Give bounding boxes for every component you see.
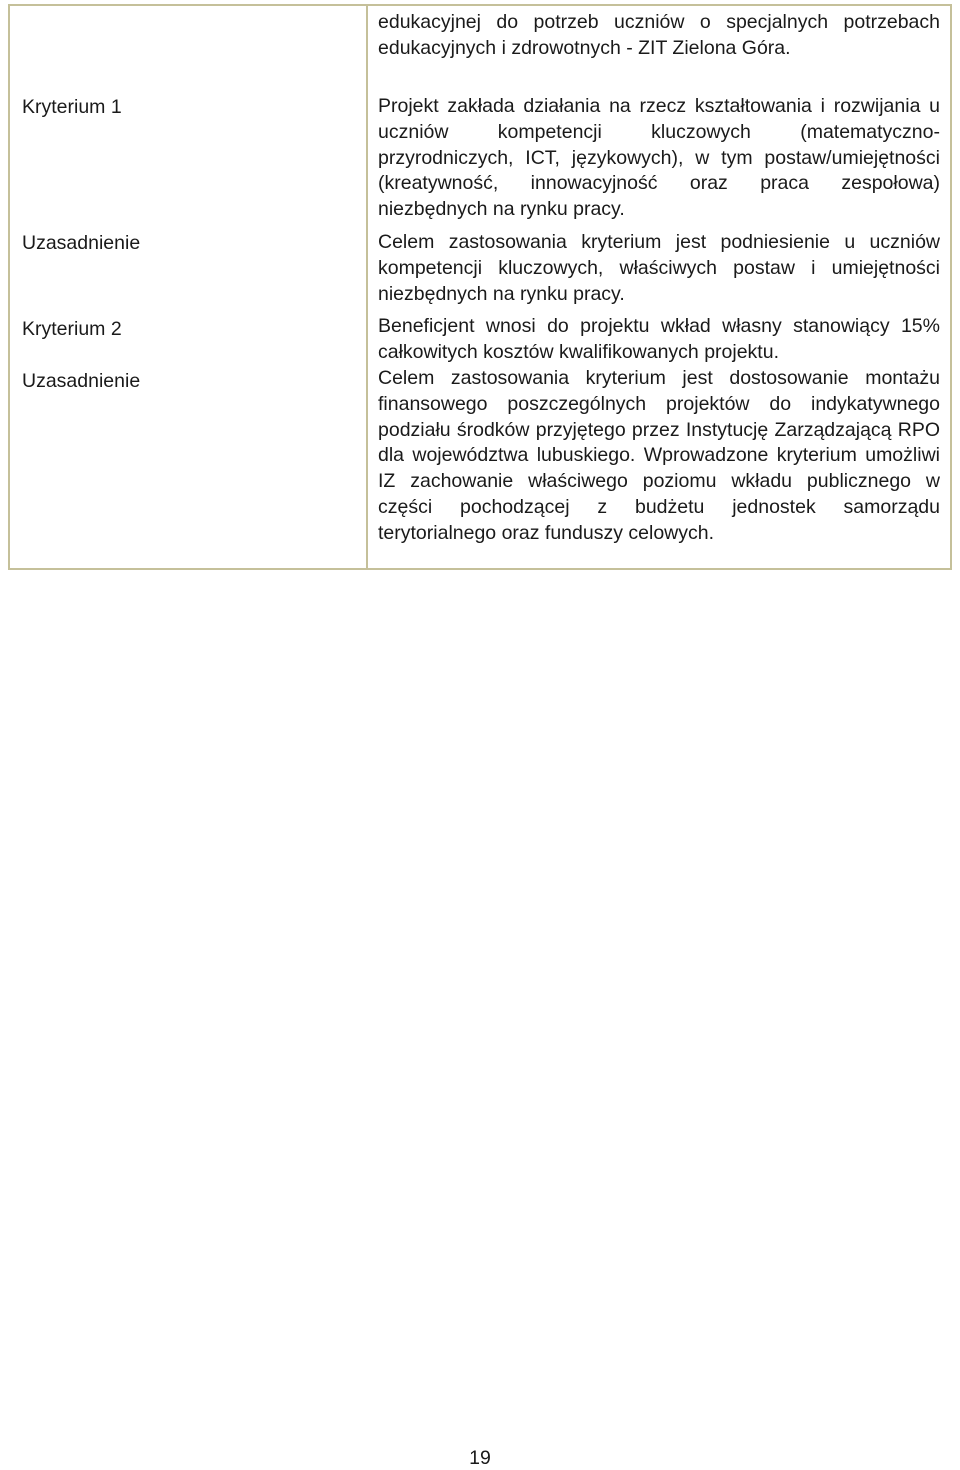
justification-1-label: Uzasadnienie xyxy=(22,232,141,254)
criterion-2-label: Kryterium 2 xyxy=(22,318,122,340)
criterion-2-text: Beneficjent wnosi do projektu wkład własny stanowiący 15% całkowitych kosztów kwalifikowanych projektu. xyxy=(378,315,940,363)
justification-2-label: Uzasadnienie xyxy=(22,370,141,392)
criterion-1-text: Projekt zakłada działania na rzecz kształtowania i rozwijania u uczniów kompetencji kluczowych (matematyczno-przyrodniczych, ICT, językowych), w tym postaw/umiejętności (kreatywność, innowacyjność oraz praca zespołowa) niezbędnych na rynku pracy. xyxy=(378,95,940,221)
justification-2-text: Celem zastosowania kryterium jest dostosowanie montażu finansowego poszczególnych projektów do indykatywnego podziału środków przyjętego przez Instytucję Zarządzającą RPO dla województwa lubuskiego. Wprowadzone kryterium umożliwi IZ zachowanie właściwego poziomu wkładu publicznego w części pochodzącej z budżetu jednostek samorządu terytorialnego oraz funduszy celowych. xyxy=(378,367,940,544)
criteria-table xyxy=(8,4,952,570)
justification-1-text: Celem zastosowania kryterium jest podniesienie u uczniów kompetencji kluczowych, właściwych postaw i umiejętności niezbędnych na rynku pracy. xyxy=(378,231,940,305)
criterion-1-label: Kryterium 1 xyxy=(22,96,122,118)
column-divider xyxy=(366,6,368,568)
page-number: 19 xyxy=(469,1447,491,1469)
criterion-continuation-text: edukacyjnej do potrzeb uczniów o specjalnych potrzebach edukacyjnych i zdrowotnych - ZIT Zielona Góra. xyxy=(378,11,940,59)
